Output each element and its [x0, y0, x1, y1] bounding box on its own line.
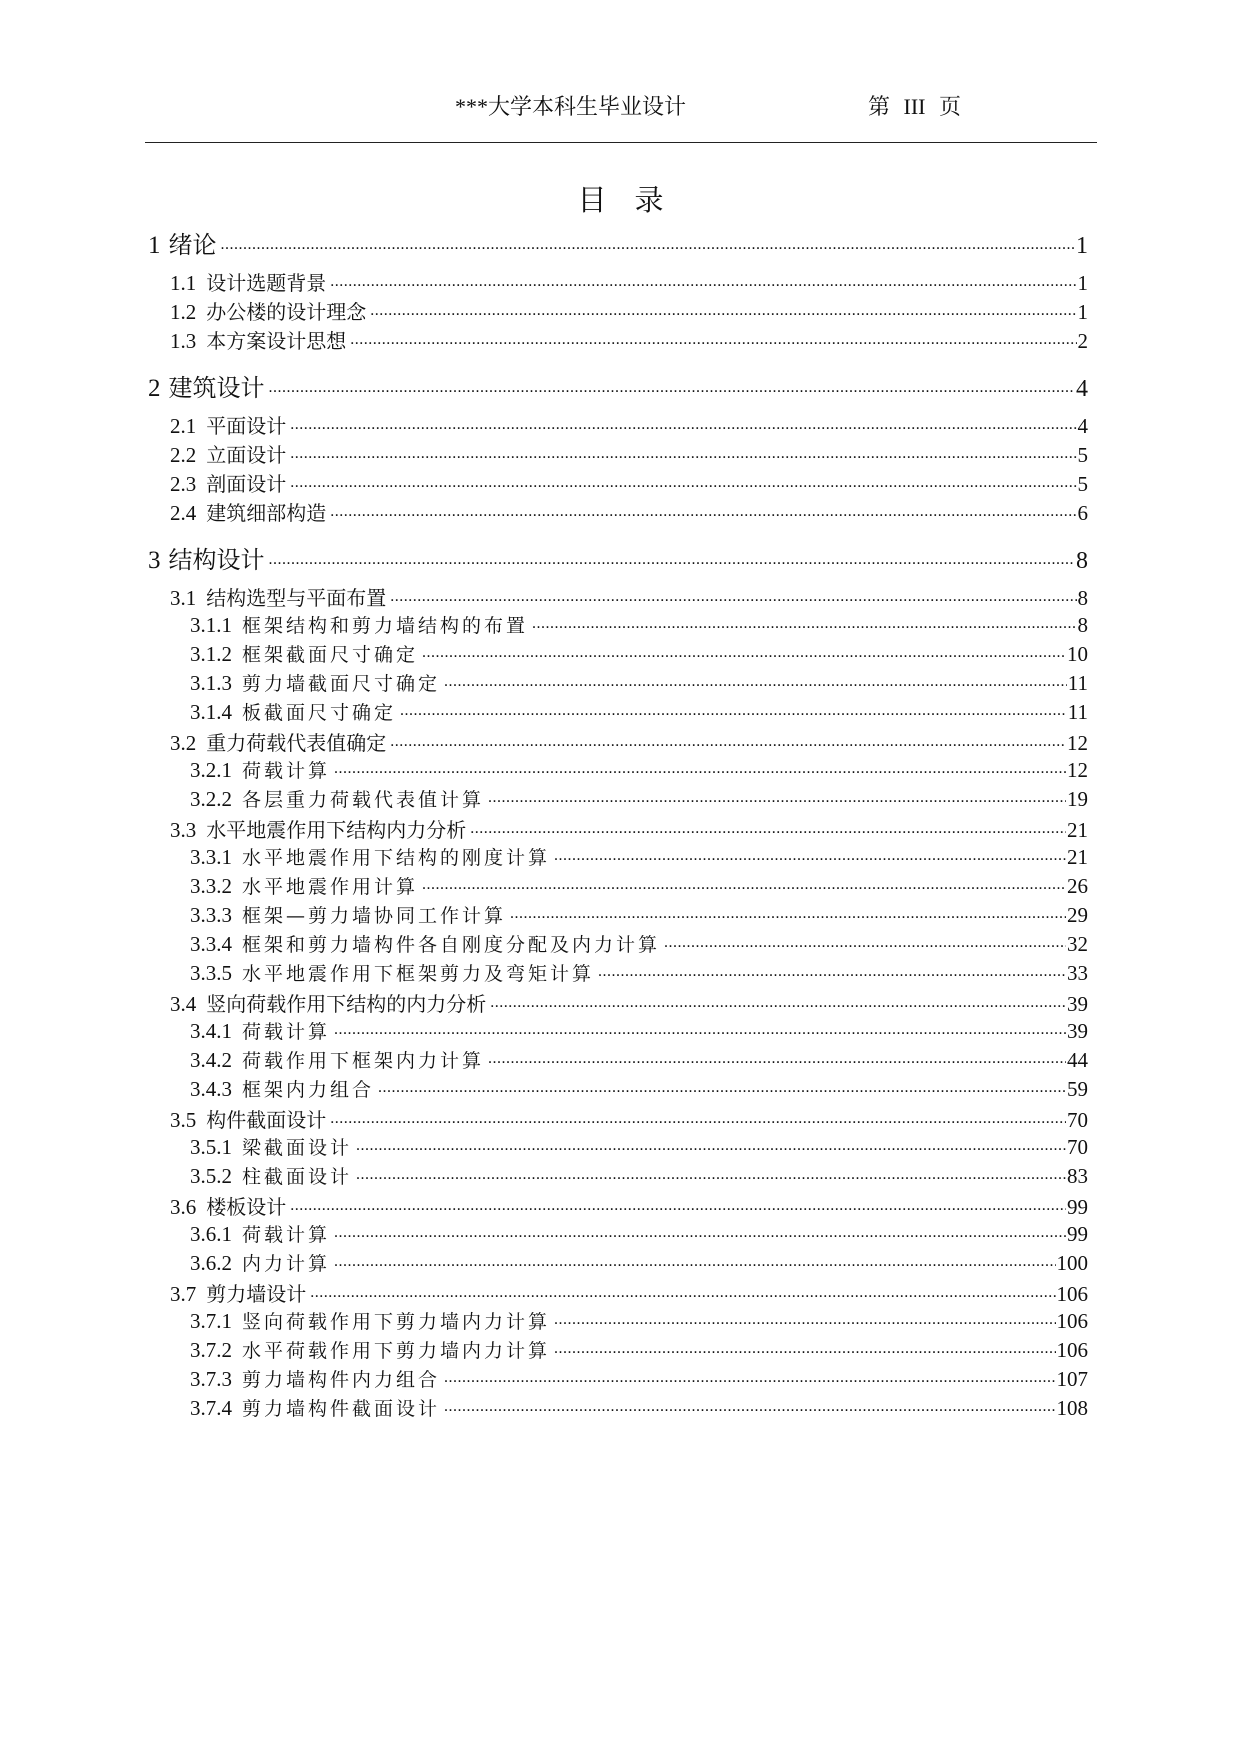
- toc-entry-page: 99: [1067, 1222, 1088, 1246]
- toc-entry-page: 5: [1077, 443, 1088, 467]
- dot-leader: [310, 1285, 1055, 1301]
- toc-entry-page: 33: [1067, 961, 1088, 985]
- toc-entry-page: 8: [1077, 613, 1088, 637]
- dot-leader: [290, 1198, 1066, 1214]
- toc-entry-page: 12: [1067, 758, 1088, 782]
- toc-entry-title: 剖面设计: [206, 472, 287, 496]
- toc-entry-page: 12: [1067, 731, 1088, 755]
- toc-entry-title: 梁截面设计: [242, 1137, 353, 1159]
- header-title: ***大学本科生毕业设计: [455, 94, 687, 119]
- dot-leader: [330, 1111, 1066, 1127]
- toc-entry-page: 108: [1056, 1396, 1088, 1420]
- toc-entry-number: 3.4.2: [190, 1048, 232, 1072]
- dot-leader: [422, 645, 1066, 661]
- toc-entry-page: 5: [1077, 472, 1088, 496]
- toc-entry-page: 106: [1056, 1338, 1088, 1362]
- toc-entry[interactable]: [190, 843, 1088, 870]
- toc-entry-title: 荷载作用下框架内力计算: [242, 1050, 485, 1072]
- toc-entry-page: 10: [1067, 642, 1088, 666]
- toc-entry-page: 107: [1056, 1367, 1088, 1391]
- toc-entry[interactable]: [170, 497, 1088, 526]
- toc-entry-page: 19: [1067, 787, 1088, 811]
- toc-entry[interactable]: [190, 1162, 1088, 1189]
- toc-entry-number: 3: [148, 547, 161, 574]
- toc-entry-page: 106: [1056, 1309, 1088, 1333]
- page-header: [0, 90, 1241, 120]
- toc-entry[interactable]: [148, 540, 1088, 575]
- toc-entry-number: 3.5: [170, 1108, 197, 1132]
- toc-entry[interactable]: [190, 1336, 1088, 1363]
- toc-entry-title: 本方案设计思想: [206, 329, 347, 353]
- toc-entry-number: 3.6: [170, 1195, 197, 1219]
- toc-entry-number: 3.3.4: [190, 932, 232, 956]
- toc-entry-page: 29: [1067, 903, 1088, 927]
- toc-entry[interactable]: [190, 1394, 1088, 1421]
- toc-entry-title: 绪论: [168, 231, 217, 259]
- toc-entry-page: 11: [1067, 700, 1088, 724]
- toc-entry-title: 重力荷载代表值确定: [206, 731, 387, 755]
- dot-leader: [269, 380, 1076, 396]
- toc-entry-page: 83: [1067, 1164, 1088, 1188]
- dot-leader: [400, 703, 1067, 719]
- dot-leader: [290, 417, 1076, 433]
- toc-entry-page: 106: [1056, 1282, 1088, 1306]
- toc-entry-title: 立面设计: [206, 443, 287, 467]
- toc-entry-title: 竖向荷载作用下剪力墙内力计算: [242, 1311, 551, 1333]
- toc-entry-number: 2.1: [170, 414, 197, 438]
- toc-entry-number: 3.6.1: [190, 1222, 232, 1246]
- header-page-number: [868, 90, 961, 121]
- dot-leader: [290, 475, 1076, 491]
- dot-leader: [350, 332, 1076, 348]
- toc-entry-page: 4: [1076, 376, 1088, 402]
- toc-entry-title: 各层重力荷载代表值计算: [242, 789, 485, 811]
- toc-entry[interactable]: [190, 959, 1088, 986]
- toc-entry-number: 3.3.1: [190, 845, 232, 869]
- toc-entry[interactable]: [170, 410, 1088, 439]
- toc-entry-title: 设计选题背景: [206, 271, 327, 295]
- toc-entry-number: 3.1.4: [190, 700, 232, 724]
- toc-entry-title: 结构设计: [168, 546, 265, 574]
- toc-entry-title: 剪力墙构件内力组合: [242, 1369, 441, 1391]
- toc-entry-page: 59: [1067, 1077, 1088, 1101]
- dot-leader: [330, 504, 1076, 520]
- toc-entry-title: 剪力墙截面尺寸确定: [242, 673, 441, 695]
- dot-leader: [598, 964, 1066, 980]
- toc-entry-title: 办公楼的设计理念: [206, 300, 367, 324]
- toc-entry-number: 3.4: [170, 992, 197, 1016]
- toc-entry-title: 柱截面设计: [242, 1166, 353, 1188]
- toc-entry-page: 32: [1067, 932, 1088, 956]
- toc-entry-number: 3.1.3: [190, 671, 232, 695]
- toc-entry[interactable]: [190, 901, 1088, 928]
- toc-entry-title: 荷载计算: [242, 760, 331, 782]
- toc-entry-page: 6: [1077, 501, 1088, 525]
- toc-entry-title: 荷载计算: [242, 1021, 331, 1043]
- dot-leader: [390, 734, 1066, 750]
- toc-entry[interactable]: [190, 611, 1088, 638]
- toc-entry-number: 3.2: [170, 731, 197, 755]
- toc-entry-page: 99: [1067, 1195, 1088, 1219]
- toc-entry[interactable]: [170, 582, 1088, 611]
- dot-leader: [356, 1138, 1066, 1154]
- dot-leader: [532, 616, 1076, 632]
- toc-entry-number: 2: [148, 375, 161, 402]
- toc-entry[interactable]: [170, 296, 1088, 325]
- toc-entry-title: 建筑细部构造: [206, 501, 327, 525]
- dot-leader: [290, 446, 1076, 462]
- header-page-roman: III: [903, 94, 926, 119]
- toc-entry[interactable]: [190, 756, 1088, 783]
- dot-leader: [554, 1341, 1055, 1357]
- toc-entry-page: 39: [1067, 1019, 1088, 1043]
- toc-entry-number: 3.3.5: [190, 961, 232, 985]
- toc-entry-title: 框架结构和剪力墙结构的布置: [242, 615, 529, 637]
- toc-entry[interactable]: [190, 640, 1088, 667]
- toc-entry-page: 8: [1077, 586, 1088, 610]
- toc-entry-page: 4: [1077, 414, 1088, 438]
- toc-entry-title: 水平荷载作用下剪力墙内力计算: [242, 1340, 551, 1362]
- toc-entry-page: 44: [1067, 1048, 1088, 1072]
- toc-entry-number: 3.5.2: [190, 1164, 232, 1188]
- toc-entry-title: 构件截面设计: [206, 1108, 327, 1132]
- dot-leader: [554, 848, 1066, 864]
- dot-leader: [269, 552, 1076, 568]
- dot-leader: [370, 303, 1076, 319]
- toc-entry-number: 3.3.2: [190, 874, 232, 898]
- toc-entry-number: 3.7: [170, 1282, 197, 1306]
- toc-entry[interactable]: [170, 1191, 1088, 1220]
- toc-entry-title: 内力计算: [242, 1253, 331, 1275]
- toc-entry-number: 3.7.1: [190, 1309, 232, 1333]
- toc-entry-title: 水平地震作用下框架剪力及弯矩计算: [242, 963, 595, 985]
- toc-entry-number: 3.1.1: [190, 613, 232, 637]
- toc-entry[interactable]: [190, 1133, 1088, 1160]
- toc-entry-number: 3.1.2: [190, 642, 232, 666]
- toc-entry-title: 水平地震作用下结构的刚度计算: [242, 847, 551, 869]
- toc-entry-page: 100: [1056, 1251, 1088, 1275]
- toc-entry[interactable]: [190, 1220, 1088, 1247]
- dot-leader: [334, 1022, 1066, 1038]
- toc-entry-number: 3.4.1: [190, 1019, 232, 1043]
- toc-entry-number: 1.3: [170, 329, 197, 353]
- toc-entry-number: 2.2: [170, 443, 197, 467]
- toc-entry[interactable]: [170, 325, 1088, 354]
- toc-entry[interactable]: [170, 1278, 1088, 1307]
- toc-entry-page: 39: [1067, 992, 1088, 1016]
- dot-leader: [490, 995, 1066, 1011]
- dot-leader: [488, 790, 1066, 806]
- dot-leader: [334, 761, 1066, 777]
- dot-leader: [390, 589, 1076, 605]
- toc-entry[interactable]: [190, 1249, 1088, 1276]
- toc-entry-title: 板截面尺寸确定: [242, 702, 397, 724]
- toc-entry-number: 3.1: [170, 586, 197, 610]
- dot-leader: [444, 674, 1067, 690]
- toc-entry[interactable]: [170, 814, 1088, 843]
- dot-leader: [510, 906, 1066, 922]
- dot-leader: [330, 274, 1076, 290]
- toc-entry-number: 3.2.2: [190, 787, 232, 811]
- dot-leader: [422, 877, 1066, 893]
- dot-leader: [378, 1080, 1066, 1096]
- toc-entry-number: 2.4: [170, 501, 197, 525]
- toc-entry[interactable]: [190, 1075, 1088, 1102]
- toc-entry-number: 1: [148, 232, 161, 259]
- toc-entry-page: 70: [1067, 1108, 1088, 1132]
- dot-leader: [356, 1167, 1066, 1183]
- toc-title: 目录: [577, 183, 692, 217]
- toc-entry[interactable]: [190, 785, 1088, 812]
- dot-leader: [488, 1051, 1066, 1067]
- toc-entry-title: 建筑设计: [168, 374, 265, 402]
- dot-leader: [554, 1312, 1055, 1328]
- toc-entry-title: 框架—剪力墙协同工作计算: [242, 905, 507, 927]
- toc-entry[interactable]: [170, 267, 1088, 296]
- toc-entry[interactable]: [170, 468, 1088, 497]
- toc-entry-number: 1.2: [170, 300, 197, 324]
- toc-entry-page: 21: [1067, 845, 1088, 869]
- toc-entry-number: 3.5.1: [190, 1135, 232, 1159]
- toc-entry-title: 剪力墙构件截面设计: [242, 1398, 441, 1420]
- toc-entry[interactable]: [170, 439, 1088, 468]
- toc-entry[interactable]: [170, 727, 1088, 756]
- header-divider: [145, 142, 1097, 143]
- toc-entry[interactable]: [190, 872, 1088, 899]
- dot-leader: [334, 1254, 1055, 1270]
- toc-entry-number: 1.1: [170, 271, 197, 295]
- toc-entry-title: 楼板设计: [206, 1195, 287, 1219]
- toc-entry[interactable]: [190, 669, 1088, 696]
- toc-entry-title: 竖向荷载作用下结构的内力分析: [206, 992, 487, 1016]
- toc-entry[interactable]: [148, 368, 1088, 403]
- toc-entry-page: 11: [1067, 671, 1088, 695]
- toc-entry-page: 70: [1067, 1135, 1088, 1159]
- toc-entry-title: 水平地震作用下结构内力分析: [206, 818, 467, 842]
- toc-entry-title: 剪力墙设计: [206, 1282, 307, 1306]
- dot-leader: [334, 1225, 1066, 1241]
- toc-entry-title: 框架内力组合: [242, 1079, 375, 1101]
- toc-entry[interactable]: [190, 1046, 1088, 1073]
- toc-entry[interactable]: [190, 1307, 1088, 1334]
- toc-entry-page: 21: [1067, 818, 1088, 842]
- toc-entry-number: 3.6.2: [190, 1251, 232, 1275]
- dot-leader: [221, 237, 1076, 253]
- toc-entry-title: 平面设计: [206, 414, 287, 438]
- toc-entry[interactable]: [148, 225, 1088, 260]
- toc-entry-title: 框架和剪力墙构件各自刚度分配及内力计算: [242, 934, 661, 956]
- toc-entry-page: 8: [1076, 548, 1088, 574]
- toc-entry-page: 1: [1077, 300, 1088, 324]
- toc-entry-number: 3.4.3: [190, 1077, 232, 1101]
- toc-entry[interactable]: [170, 1104, 1088, 1133]
- toc-entry-page: 1: [1077, 271, 1088, 295]
- toc-entry-title: 水平地震作用计算: [242, 876, 419, 898]
- toc-entry-number: 3.3: [170, 818, 197, 842]
- header-page-prefix: 第: [868, 94, 891, 119]
- toc-entry-number: 3.2.1: [190, 758, 232, 782]
- dot-leader: [444, 1399, 1055, 1415]
- toc-entry-number: 3.7.2: [190, 1338, 232, 1362]
- toc-entry-title: 荷载计算: [242, 1224, 331, 1246]
- toc-entry-title: 结构选型与平面布置: [206, 586, 387, 610]
- toc-entry-page: 2: [1077, 329, 1088, 353]
- toc-entry-number: 3.3.3: [190, 903, 232, 927]
- header-page-suffix: 页: [939, 94, 962, 119]
- toc-entry-number: 3.7.3: [190, 1367, 232, 1391]
- toc-entry[interactable]: [190, 930, 1088, 957]
- toc-entry[interactable]: [190, 1017, 1088, 1044]
- dot-leader: [444, 1370, 1055, 1386]
- toc-entry-page: 26: [1067, 874, 1088, 898]
- toc-entry[interactable]: [190, 1365, 1088, 1392]
- toc-entry-page: 1: [1076, 233, 1088, 259]
- toc-entry-number: 3.7.4: [190, 1396, 232, 1420]
- toc-entry-title: 框架截面尺寸确定: [242, 644, 419, 666]
- dot-leader: [664, 935, 1066, 951]
- dot-leader: [470, 821, 1066, 837]
- toc-entry[interactable]: [190, 698, 1088, 725]
- toc-entry[interactable]: [170, 988, 1088, 1017]
- toc-entry-number: 2.3: [170, 472, 197, 496]
